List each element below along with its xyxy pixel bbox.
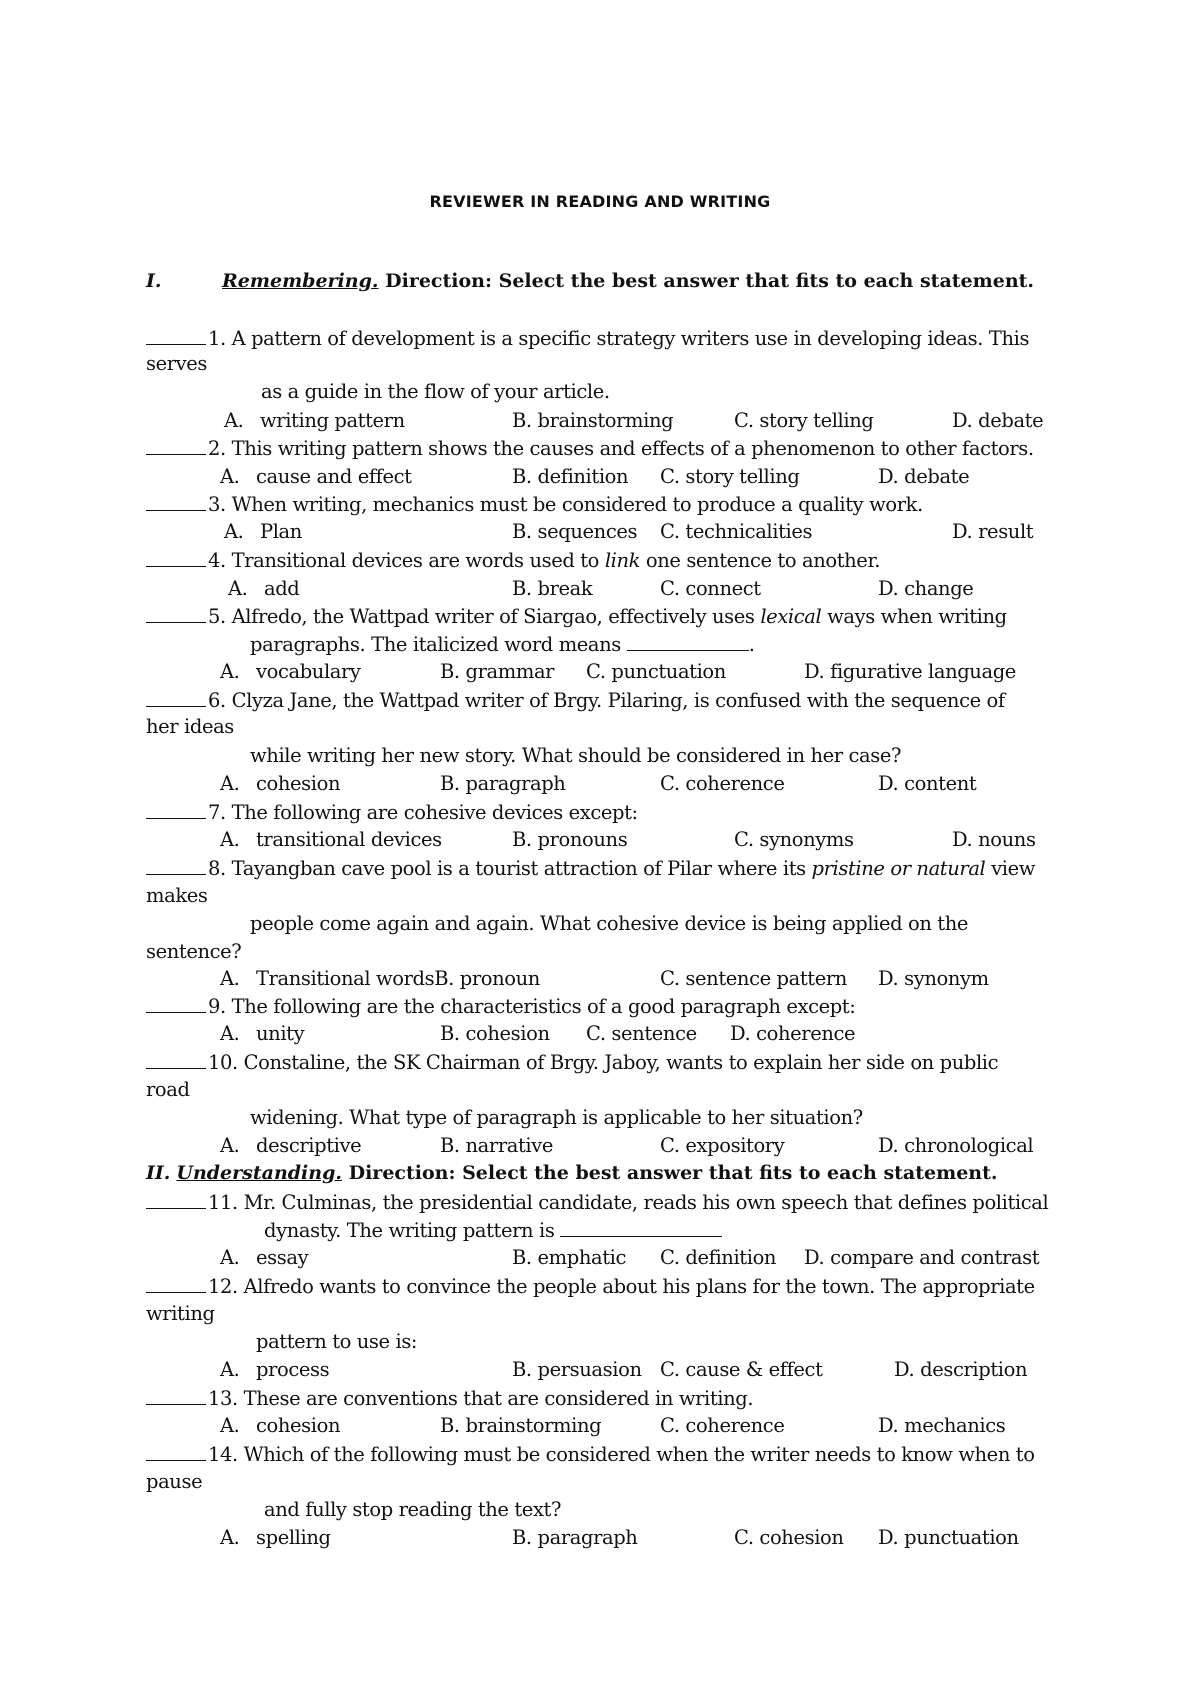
answer-blank <box>146 856 206 875</box>
question-3: 3. When writing, mechanics must be considered to produce a quality work. <box>146 492 923 517</box>
answer-blank <box>146 1050 206 1069</box>
answer-blank <box>560 1218 722 1237</box>
question-12-cont: writing <box>146 1302 215 1325</box>
option-c: C. cause & effect <box>660 1358 823 1381</box>
section-heading-2 <box>146 1162 998 1184</box>
option-b: B. paragraph <box>440 772 566 795</box>
question-14-cont: pause <box>146 1470 203 1493</box>
option-c: C. sentence pattern <box>660 967 847 990</box>
answer-blank <box>146 1386 206 1405</box>
option-b: B. persuasion <box>512 1358 642 1381</box>
option-d: D. change <box>878 577 974 600</box>
option-c: C. expository <box>660 1134 785 1157</box>
option-d: D. mechanics <box>878 1414 1006 1437</box>
section-heading-1 <box>146 270 1034 292</box>
option-a: A. spelling <box>220 1526 331 1549</box>
section-direction: Direction: Select the best answer that fits to each statement. <box>385 270 1035 292</box>
question-11: 11. Mr. Culminas, the presidential candidate, reads his own speech that defines political <box>146 1190 1048 1215</box>
question-5: 5. Alfredo, the Wattpad writer of Siargao, effectively uses lexical ways when writing <box>146 604 1007 629</box>
option-a: A. cohesion <box>220 1414 341 1437</box>
option-d: D. chronological <box>878 1134 1034 1157</box>
answer-blank <box>146 326 206 345</box>
section-number: I. <box>146 270 162 292</box>
answer-blank <box>146 1274 206 1293</box>
section-label: Remembering. <box>222 270 379 292</box>
answer-blank <box>146 800 206 819</box>
question-14-cont: and fully stop reading the text? <box>264 1498 562 1521</box>
question-11-cont: dynasty. The writing pattern is <box>264 1218 722 1243</box>
option-d: D. content <box>878 772 977 795</box>
option-a: A. unity <box>220 1022 305 1045</box>
question-4: 4. Transitional devices are words used to link one sentence to another. <box>146 548 880 573</box>
page-title: REVIEWER IN READING AND WRITING <box>429 192 771 211</box>
option-a: A. transitional devices <box>220 828 442 851</box>
question-6-cont: her ideas <box>146 715 234 738</box>
question-10-cont: widening. What type of paragraph is applicable to her situation? <box>250 1106 863 1129</box>
option-a: A. process <box>220 1358 330 1381</box>
option-a: A. cause and effect <box>220 465 412 488</box>
option-c: C. story telling <box>660 465 800 488</box>
option-a: A. writing pattern <box>224 409 405 432</box>
question-14: 14. Which of the following must be considered when the writer needs to know when to <box>146 1442 1035 1467</box>
question-8-cont: makes <box>146 884 208 907</box>
option-a: A. Transitional wordsB. pronoun <box>220 967 540 990</box>
option-c: C. sentence <box>586 1022 697 1045</box>
option-b: B. sequences <box>512 520 638 543</box>
question-8-cont: sentence? <box>146 940 242 963</box>
question-8-cont: people come again and again. What cohesive device is being applied on the <box>250 912 969 935</box>
question-12-cont: pattern to use is: <box>256 1330 418 1353</box>
option-c: C. synonyms <box>734 828 854 851</box>
option-c: C. definition <box>660 1246 777 1269</box>
option-d: D. debate <box>878 465 970 488</box>
question-10-cont: road <box>146 1078 190 1101</box>
question-6-cont: while writing her new story. What should be considered in her case? <box>250 744 902 767</box>
option-b: B. emphatic <box>512 1246 627 1269</box>
question-5-cont: paragraphs. The italicized word means . <box>250 633 755 656</box>
option-b: B. break <box>512 577 593 600</box>
option-a: A. descriptive <box>220 1134 362 1157</box>
question-6: 6. Clyza Jane, the Wattpad writer of Brgy. Pilaring, is confused with the sequence of <box>146 688 1005 713</box>
answer-blank <box>146 604 206 623</box>
option-c: C. connect <box>660 577 761 600</box>
option-d: D. figurative language <box>804 660 1016 683</box>
option-a: A. add <box>228 577 300 600</box>
question-8: 8. Tayangban cave pool is a tourist attraction of Pilar where its pristine or natural view <box>146 856 1035 881</box>
question-10: 10. Constaline, the SK Chairman of Brgy. Jaboy, wants to explain her side on public <box>146 1050 998 1075</box>
answer-blank <box>146 994 206 1013</box>
question-7: 7. The following are cohesive devices except: <box>146 800 638 825</box>
option-a: A. essay <box>220 1246 309 1269</box>
answer-blank <box>146 1190 206 1209</box>
option-c: C. cohesion <box>734 1526 844 1549</box>
option-d: D. compare and contrast <box>804 1246 1040 1269</box>
question-1-cont: serves <box>146 352 208 375</box>
question-12: 12. Alfredo wants to convince the people about his plans for the town. The appropriate <box>146 1274 1035 1299</box>
question-2: 2. This writing pattern shows the causes and effects of a phenomenon to other factors. <box>146 436 1034 461</box>
section-label: Understanding. <box>176 1162 342 1184</box>
option-d: D. description <box>894 1358 1028 1381</box>
option-c: C. coherence <box>660 1414 785 1437</box>
option-d: D. debate <box>952 409 1044 432</box>
option-d: D. coherence <box>730 1022 856 1045</box>
option-b: B. definition <box>512 465 629 488</box>
option-b: B. narrative <box>440 1134 554 1157</box>
option-b: B. brainstorming <box>512 409 674 432</box>
option-c: C. punctuation <box>586 660 726 683</box>
answer-blank <box>627 632 749 651</box>
question-13: 13. These are conventions that are considered in writing. <box>146 1386 753 1411</box>
option-c: C. coherence <box>660 772 785 795</box>
section-direction: Direction: Select the best answer that fits to each statement. <box>348 1162 998 1184</box>
answer-blank <box>146 1442 206 1461</box>
option-c: C. story telling <box>734 409 874 432</box>
option-d: D. synonym <box>878 967 989 990</box>
option-a: A. vocabulary <box>220 660 361 683</box>
option-b: B. paragraph <box>512 1526 638 1549</box>
section-number: II. <box>146 1162 171 1184</box>
option-d: D. result <box>952 520 1034 543</box>
question-1-cont: as a guide in the flow of your article. <box>261 380 610 403</box>
answer-blank <box>146 548 206 567</box>
question-1: 1. A pattern of development is a specific strategy writers use in developing ideas. This <box>146 326 1029 351</box>
option-b: B. pronouns <box>512 828 628 851</box>
option-d: D. nouns <box>952 828 1036 851</box>
answer-blank <box>146 688 206 707</box>
option-d: D. punctuation <box>878 1526 1019 1549</box>
answer-blank <box>146 436 206 455</box>
option-b: B. cohesion <box>440 1022 550 1045</box>
option-b: B. brainstorming <box>440 1414 602 1437</box>
option-a: A. Plan <box>224 520 302 543</box>
option-c: C. technicalities <box>660 520 813 543</box>
answer-blank <box>146 492 206 511</box>
option-b: B. grammar <box>440 660 555 683</box>
question-9: 9. The following are the characteristics of a good paragraph except: <box>146 994 855 1019</box>
option-a: A. cohesion <box>220 772 341 795</box>
